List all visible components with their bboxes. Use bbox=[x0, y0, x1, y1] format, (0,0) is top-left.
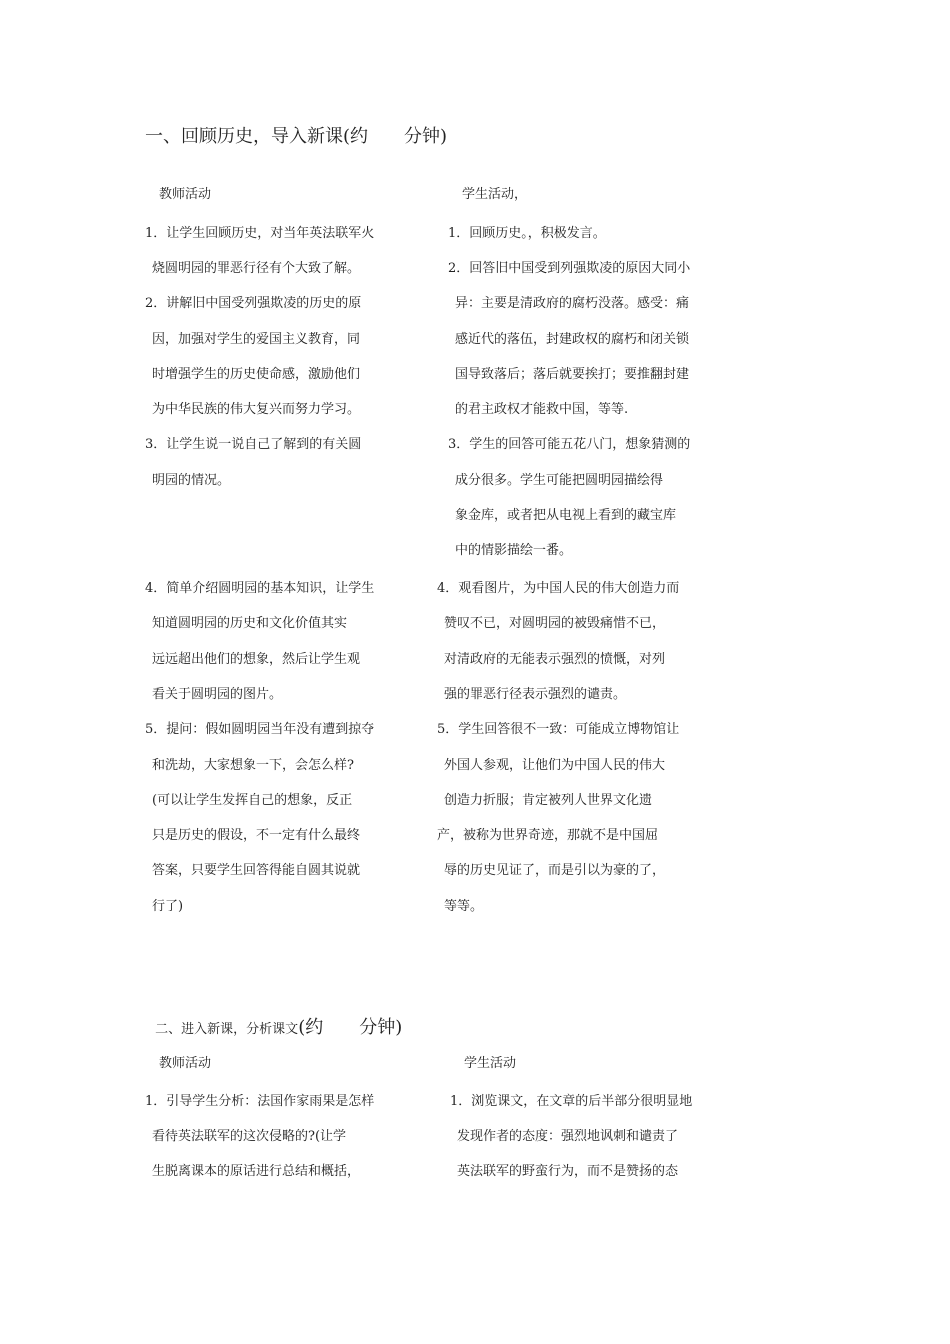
section2-student-line: 发现作者的态度：强烈地讽刺和谴责了 bbox=[457, 1129, 679, 1144]
section2-heading-text: 二、进入新课，分析课文 bbox=[155, 1022, 299, 1037]
section1-student-line: 外国人参观，让他们为中国人民的伟大 bbox=[444, 758, 666, 773]
section1-teacher-line: 明园的情况。 bbox=[152, 473, 231, 488]
section1-student-line: 国导致落后；落后就要挨打；要推翻封建 bbox=[455, 367, 690, 382]
section1-student-line: 感近代的落伍，封建政权的腐朽和闭关锁 bbox=[455, 332, 690, 347]
section1-teacher-line: 答案，只要学生回答得能自圆其说就 bbox=[152, 863, 361, 878]
section2-teacher-line: 看待英法联军的这次侵略的?(让学 bbox=[152, 1129, 347, 1144]
section1-student-line: 强的罪恶行径表示强烈的谴责。 bbox=[444, 687, 627, 702]
section1-teacher-line: 和洗劫，大家想象一下，会怎么样? bbox=[152, 758, 354, 773]
section1-teacher-line: 时增强学生的历史使命感，激励他们 bbox=[152, 367, 361, 382]
section1-student-line: 异：主要是清政府的腐朽没落。感受：痛 bbox=[455, 296, 690, 311]
section1-student-line: 等等。 bbox=[444, 899, 484, 914]
section1-teacher-line: 因，加强对学生的爱国主义教育，同 bbox=[152, 332, 361, 347]
section1-teacher-line: 看关于圆明园的图片。 bbox=[152, 687, 283, 702]
section1-teacher-header: 教师活动 bbox=[159, 187, 212, 202]
section2-teacher-header: 教师活动 bbox=[159, 1056, 212, 1071]
section1-teacher-line: 知道圆明园的历史和文化价值其实 bbox=[152, 616, 348, 631]
section2-student-line: 英法联军的野蛮行为，而不是赞扬的态 bbox=[457, 1164, 679, 1179]
section1-teacher-line: 烧圆明园的罪恶行径有个大致了解。 bbox=[152, 261, 361, 276]
section2-student-header: 学生活动 bbox=[464, 1056, 517, 1071]
section2-student-line: 1．浏览课文，在文章的后半部分很明显地 bbox=[450, 1094, 693, 1109]
section1-teacher-line: 1．让学生回顾历史，对当年英法联军火 bbox=[145, 226, 375, 241]
section1-teacher-line: (可以让学生发挥自己的想象，反正 bbox=[152, 793, 353, 808]
section1-teacher-line: 3．让学生说一说自己了解到的有关圆 bbox=[145, 437, 362, 452]
section1-student-header: 学生活动， bbox=[462, 187, 528, 202]
section1-student-line: 辱的历史见证了，而是引以为豪的了， bbox=[444, 863, 666, 878]
section1-student-line: 1．回顾历史。，积极发言。 bbox=[448, 226, 606, 241]
section1-student-line: 3．学生的回答可能五花八门，想象猜测的 bbox=[448, 437, 691, 452]
section1-heading: 一、回顾历史，导入新课(约 分钟) bbox=[145, 126, 448, 147]
section1-teacher-line: 只是历史的假设，不一定有什么最终 bbox=[152, 828, 361, 843]
section1-teacher-line: 行了) bbox=[152, 899, 184, 914]
section2-teacher-line: 1．引导学生分析：法国作家雨果是怎样 bbox=[145, 1094, 375, 1109]
section1-teacher-line: 2．讲解旧中国受列强欺凌的历史的原 bbox=[145, 296, 362, 311]
section1-teacher-line: 4．简单介绍圆明园的基本知识，让学生 bbox=[145, 581, 375, 596]
section1-student-line: 对清政府的无能表示强烈的愤慨，对列 bbox=[444, 652, 666, 667]
section1-student-line: 产，被称为世界奇迹，那就不是中国屈 bbox=[437, 828, 659, 843]
section1-student-line: 2．回答旧中国受到列强欺凌的原因大同小 bbox=[448, 261, 691, 276]
section1-student-line: 成分很多。学生可能把圆明园描绘得 bbox=[455, 473, 664, 488]
section1-student-line: 5．学生回答很不一致：可能成立博物馆让 bbox=[437, 722, 680, 737]
section1-teacher-line: 远远超出他们的想象，然后让学生观 bbox=[152, 652, 361, 667]
section2-heading-duration: (约 分钟) bbox=[298, 1017, 403, 1038]
section1-student-line: 赞叹不已，对圆明园的被毁痛惜不已， bbox=[444, 616, 666, 631]
section2-heading bbox=[145, 994, 402, 1039]
section1-teacher-line: 5．提问：假如圆明园当年没有遭到掠夺 bbox=[145, 722, 375, 737]
section2-teacher-line: 生脱离课本的原话进行总结和概括， bbox=[152, 1164, 361, 1179]
section1-student-line: 创造力折服；肯定被列人世界文化遗 bbox=[444, 793, 653, 808]
section1-teacher-line: 为中华民族的伟大复兴而努力学习。 bbox=[152, 402, 361, 417]
section1-student-line: 的君主政权才能救中国，等等. bbox=[455, 402, 629, 417]
section1-student-line: 象金库，或者把从电视上看到的藏宝库 bbox=[455, 508, 677, 523]
section1-student-line: 4．观看图片，为中国人民的伟大创造力而 bbox=[437, 581, 680, 596]
section1-student-line: 中的情影描绘一番。 bbox=[455, 543, 573, 558]
